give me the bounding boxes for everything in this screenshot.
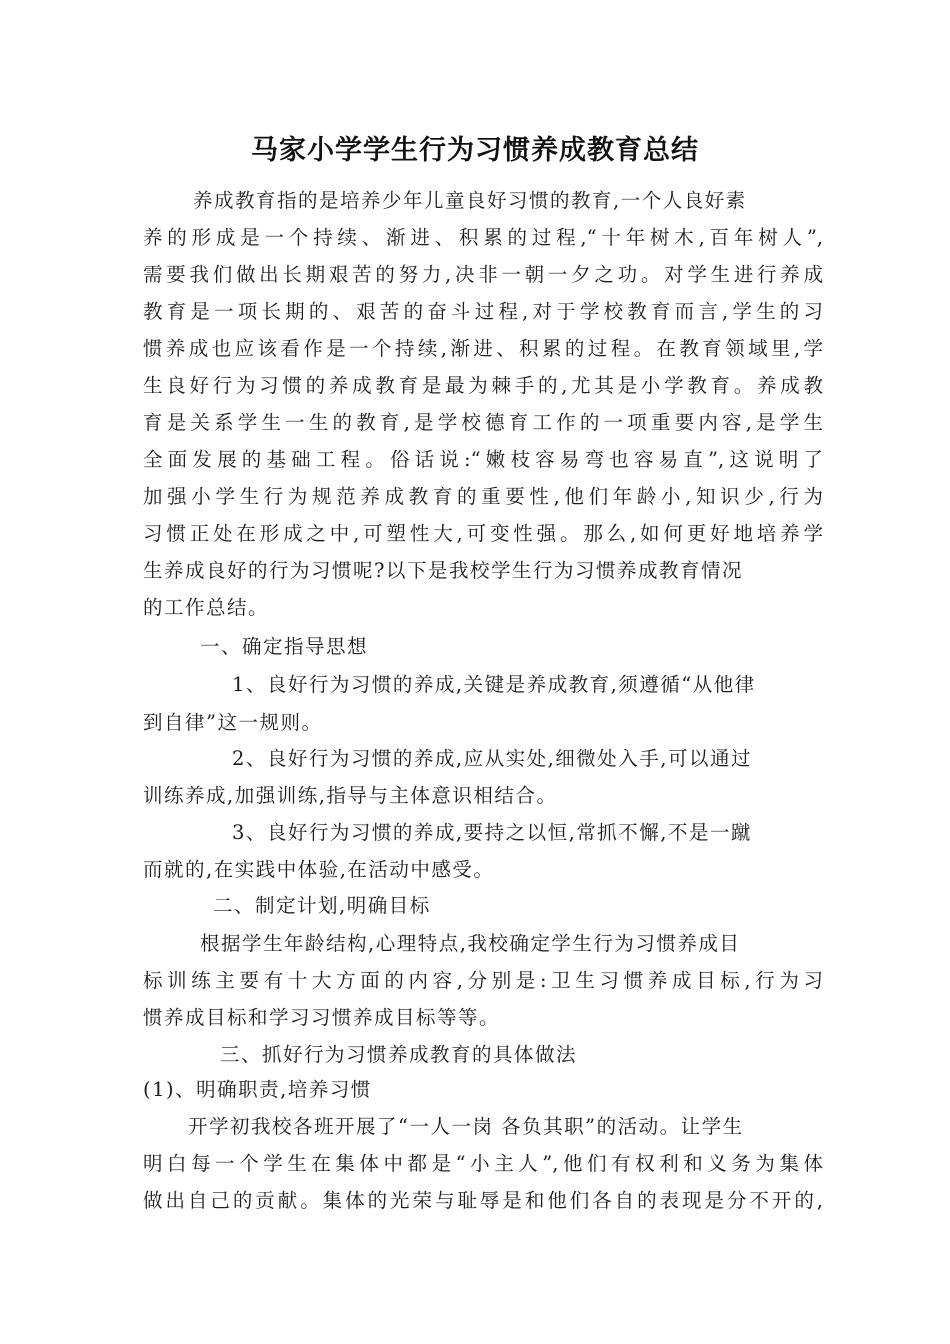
section-heading-3: 三、抓好行为习惯养成教育的具体做法 [220, 1043, 578, 1066]
paragraph-line: 养的形成是一个持续、渐进、积累的过程,“十年树木,百年树人”, [143, 226, 823, 249]
paragraph-line: 教育是一项长期的、艰苦的奋斗过程,对于学校教育而言,学生的习 [143, 300, 823, 323]
paragraph-line: 标训练主要有十大方面的内容,分别是:卫生习惯养成目标,行为习 [143, 969, 823, 992]
paragraph-line: 养成教育指的是培养少年儿童良好习惯的教育,一个人良好素 [193, 189, 747, 212]
list-item-line: 训练养成,加强训练,指导与主体意识相结合。 [143, 784, 558, 807]
paragraph-line: 惯养成也应该看作是一个持续,渐进、积累的过程。在教育领域里,学 [143, 337, 823, 360]
paragraph-line: 惯养成目标和学习习惯养成目标等等。 [143, 1006, 501, 1029]
paragraph-line: 习惯正处在形成之中,可塑性大,可变性强。那么,如何更好地培养学 [143, 522, 823, 545]
paragraph-line: 需要我们做出长期艰苦的努力,决非一朝一夕之功。对学生进行养成 [143, 263, 823, 286]
paragraph-line: 生良好行为习惯的养成教育是最为棘手的,尤其是小学教育。养成教 [143, 374, 823, 397]
list-item-line: 1、良好行为习惯的养成,关键是养成教育,须遵循“从他律 [232, 673, 756, 696]
paragraph-line: 根据学生年龄结构,心理特点,我校确定学生行为习惯养成目 [200, 932, 741, 955]
list-item-line: 2、良好行为习惯的养成,应从实处,细微处入手,可以通过 [232, 747, 753, 770]
section-heading-2: 二、制定计划,明确目标 [213, 894, 431, 917]
paragraph-line: 加强小学生行为规范养成教育的重要性,他们年龄小,知识少,行为 [143, 485, 823, 508]
paragraph-line: 生养成良好的行为习惯呢?以下是我校学生行为习惯养成教育情况 [143, 559, 743, 582]
list-item-line: 3、良好行为习惯的养成,要持之以恒,常抓不懈,不是一蹴 [232, 821, 753, 844]
paragraph-line: 全面发展的基础工程。俗话说:“嫩枝容易弯也容易直”,这说明了 [143, 448, 823, 471]
subsection-heading: (1)、明确职责,培养习惯 [143, 1078, 372, 1101]
paragraph-line: 的工作总结。 [143, 596, 270, 619]
section-heading-1: 一、确定指导思想 [200, 635, 369, 658]
list-item-line: 到自律”这一规则。 [143, 711, 323, 734]
paragraph-line: 开学初我校各班开展了“一人一岗 各负其职”的活动。让学生 [188, 1115, 744, 1138]
paragraph-line: 育是关系学生一生的教育,是学校德育工作的一项重要内容,是学生 [143, 411, 823, 434]
document-title: 马家小学学生行为习惯养成教育总结 [251, 135, 699, 166]
paragraph-line: 做出自己的贡献。集体的光荣与耻辱是和他们各自的表现是分不开的, [143, 1189, 823, 1212]
paragraph-line: 明白每一个学生在集体中都是“小主人”,他们有权利和义务为集体 [143, 1152, 823, 1175]
list-item-line: 而就的,在实践中体验,在活动中感受。 [143, 858, 495, 881]
